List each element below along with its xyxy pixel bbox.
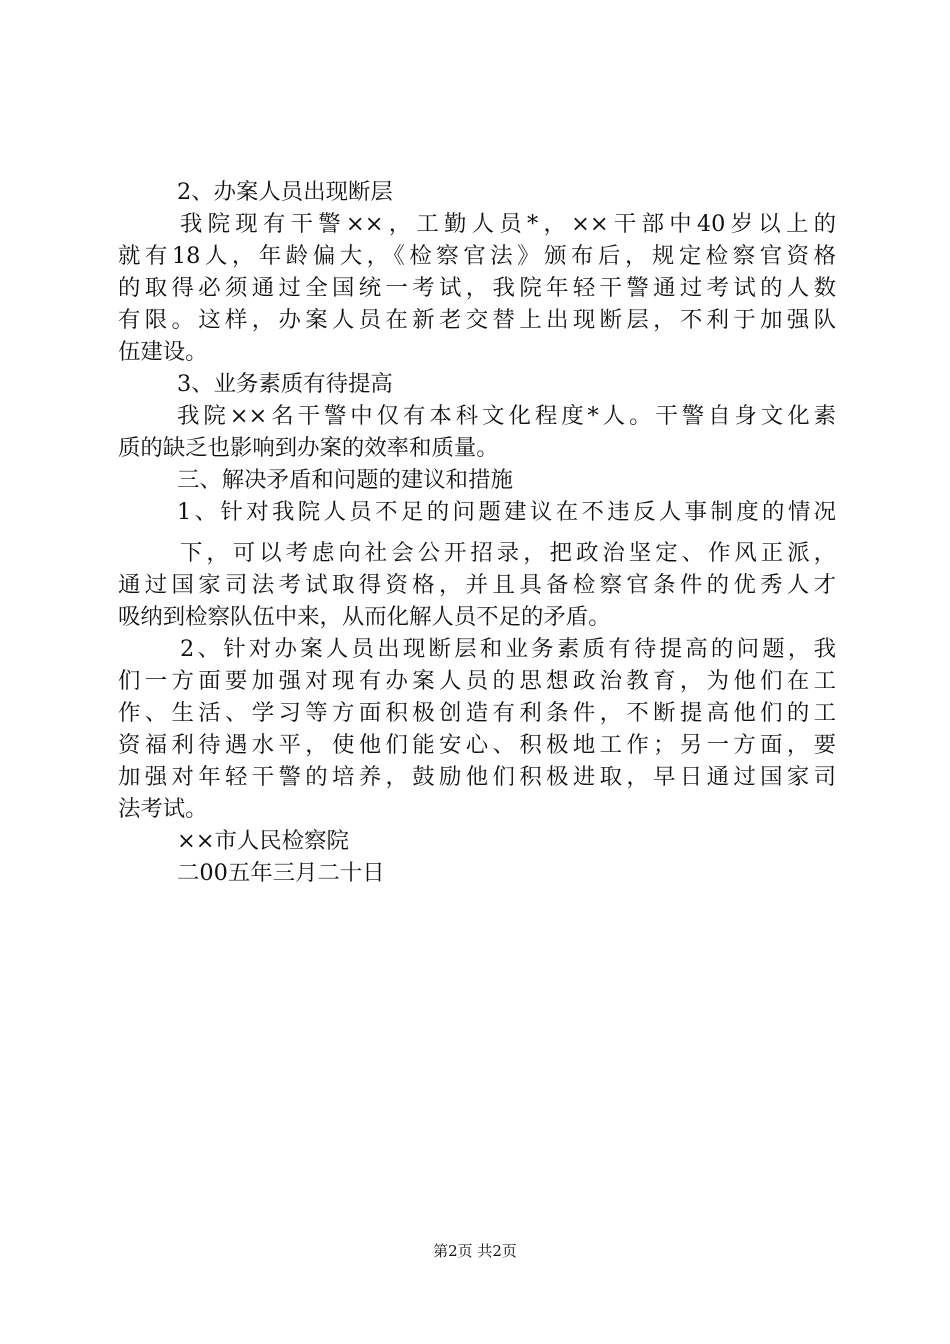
heading-section-3: 三、解决矛盾和问题的建议和措施 <box>177 467 513 493</box>
body-block-1 <box>118 176 836 528</box>
paragraph-line: 的取得必须通过全国统一考试，我院年轻干警通过考试的人数 <box>118 275 836 301</box>
paragraph-line: 2、针对办案人员出现断层和业务素质有待提高的问题，我 <box>180 636 836 662</box>
paragraph-line: 们一方面要加强对现有办案人员的思想政治教育，为他们在工 <box>118 668 836 694</box>
signature-date: 二00五年三月二十日 <box>177 860 385 886</box>
page-footer: 第2页 共2页 <box>433 1242 517 1260</box>
paragraph-line: 吸纳到检察队伍中来，从而化解人员不足的矛盾。 <box>118 604 611 630</box>
paragraph-line: 伍建设。 <box>118 339 208 365</box>
paragraph-line: 我院××名干警中仅有本科文化程度*人。干警自身文化素 <box>177 403 836 429</box>
paragraph-line: 作、生活、学习等方面积极创造有利条件，不断提高他们的工 <box>118 700 836 726</box>
paragraph-line: 下，可以考虑向社会公开招录，把政治坚定、作风正派， <box>180 540 836 566</box>
paragraph-line: 就有18人，年龄偏大，《检察官法》颁布后，规定检察官资格 <box>118 243 836 269</box>
paragraph-line: 有限。这样，办案人员在新老交替上出现断层，不利于加强队 <box>118 307 836 333</box>
paragraph-line: 质的缺乏也影响到办案的效率和质量。 <box>118 435 499 461</box>
paragraph-line: 加强对年轻干警的培养，鼓励他们积极进取，早日通过国家司 <box>118 764 836 790</box>
paragraph-line: 1、针对我院人员不足的问题建议在不违反人事制度的情况 <box>177 499 836 525</box>
paragraph-line: 我院现有干警××，工勤人员*，××干部中40岁以上的 <box>180 211 836 237</box>
paragraph-line: 资福利待遇水平，使他们能安心、积极地工作；另一方面，要 <box>118 732 836 758</box>
paragraph-line: 通过国家司法考试取得资格，并且具备检察官条件的优秀人才 <box>118 572 836 598</box>
heading-item-2: 2、办案人员出现断层 <box>177 179 393 205</box>
paragraph-line: 法考试。 <box>118 796 208 822</box>
heading-item-3: 3、业务素质有待提高 <box>177 371 393 397</box>
signature-organization: ××市人民检察院 <box>177 828 349 854</box>
body-block-2 <box>118 537 836 889</box>
